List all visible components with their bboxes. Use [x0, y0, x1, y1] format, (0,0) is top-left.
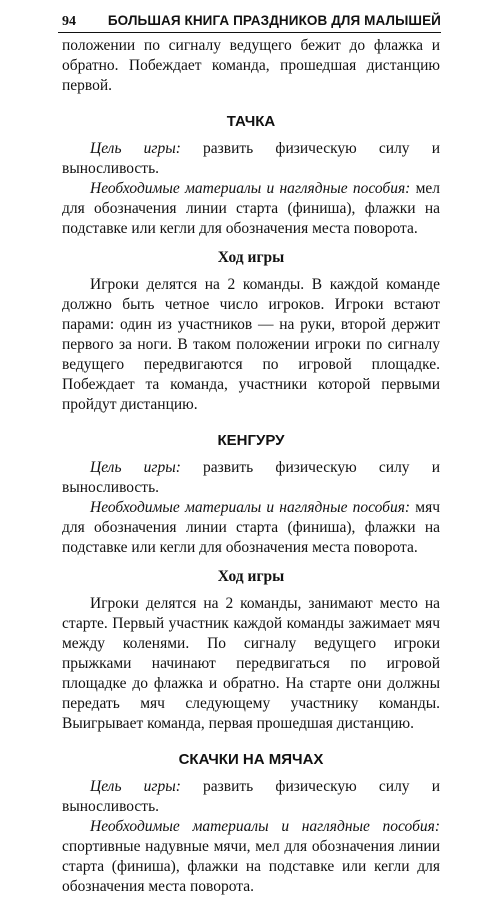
- game-title-kenguru: КЕНГУРУ: [217, 432, 285, 449]
- goal-text: развить физическую силу и выносливость.: [62, 778, 440, 815]
- materials-text: мяч для обозначения линии старта (финиша), флажки на подставке или кегли для обозначения места поворота.: [62, 499, 441, 556]
- goal-text: развить физическую силу и выносливость.: [62, 140, 440, 177]
- materials-label: Необходимые материалы и наглядные пособия:: [90, 818, 440, 835]
- page-number: 94: [62, 14, 76, 29]
- game-title-skachki: СКАЧКИ НА МЯЧАХ: [178, 751, 324, 768]
- game-materials: [62, 179, 440, 239]
- game-materials: [62, 498, 440, 558]
- goal-label: Цель игры:: [90, 778, 181, 795]
- goal-text: развить физическую силу и выносливость.: [62, 459, 440, 496]
- page-body: [62, 36, 440, 897]
- running-title: БОЛЬШАЯ КНИГА ПРАЗДНИКОВ ДЛЯ МАЛЫШЕЙ: [107, 13, 441, 28]
- game-materials: [62, 817, 440, 897]
- course-paragraph: Игроки делятся на 2 команды. В каждой команде должно быть четное число игроков. Игроки встают парами: один из участников — на руки, второй держит первого за ноги. В таком положении игроки по сигналу ведущего передвигаются по игровой площадке. Побеждает та команда, участники которой первыми пройдут дистанцию.: [62, 276, 440, 413]
- header-rule: [58, 32, 441, 33]
- course-paragraph: Игроки делятся на 2 команды, занимают место на старте. Первый участник каждой команды зажимает мяч между коленями. По сигналу ведущего игроки прыжками начинают передвигаться по игровой площадке до флажка и обратно. На старте они должны передать мяч следующему участнику команды. Выигрывает команда, первая прошедшая дистанцию.: [62, 595, 440, 732]
- game-goal: [62, 777, 440, 817]
- page-header: [58, 10, 441, 32]
- game-title-tachka: ТАЧКА: [226, 113, 276, 130]
- goal-label: Цель игры:: [90, 459, 181, 476]
- intro-paragraph: положении по сигналу ведущего бежит до флажка и обратно. Побеждает команда, прошедшая дистанцию первой.: [62, 37, 440, 94]
- materials-label: Необходимые материалы и наглядные пособия:: [90, 180, 411, 197]
- course-heading: Ход игры: [217, 249, 285, 266]
- materials-label: Необходимые материалы и наглядные пособия:: [90, 499, 411, 516]
- game-goal: [62, 139, 440, 179]
- goal-label: Цель игры:: [90, 140, 181, 157]
- course-heading: Ход игры: [217, 568, 285, 585]
- game-goal: [62, 458, 440, 498]
- materials-text: мел для обозначения линии старта (финиша), флажки на подставке или кегли для обозначения места поворота.: [62, 180, 440, 237]
- materials-text: спортивные надувные мячи, мел для обозначения линии старта (финиша), флажки на подставке или кегли для обозначения места поворота.: [62, 838, 440, 895]
